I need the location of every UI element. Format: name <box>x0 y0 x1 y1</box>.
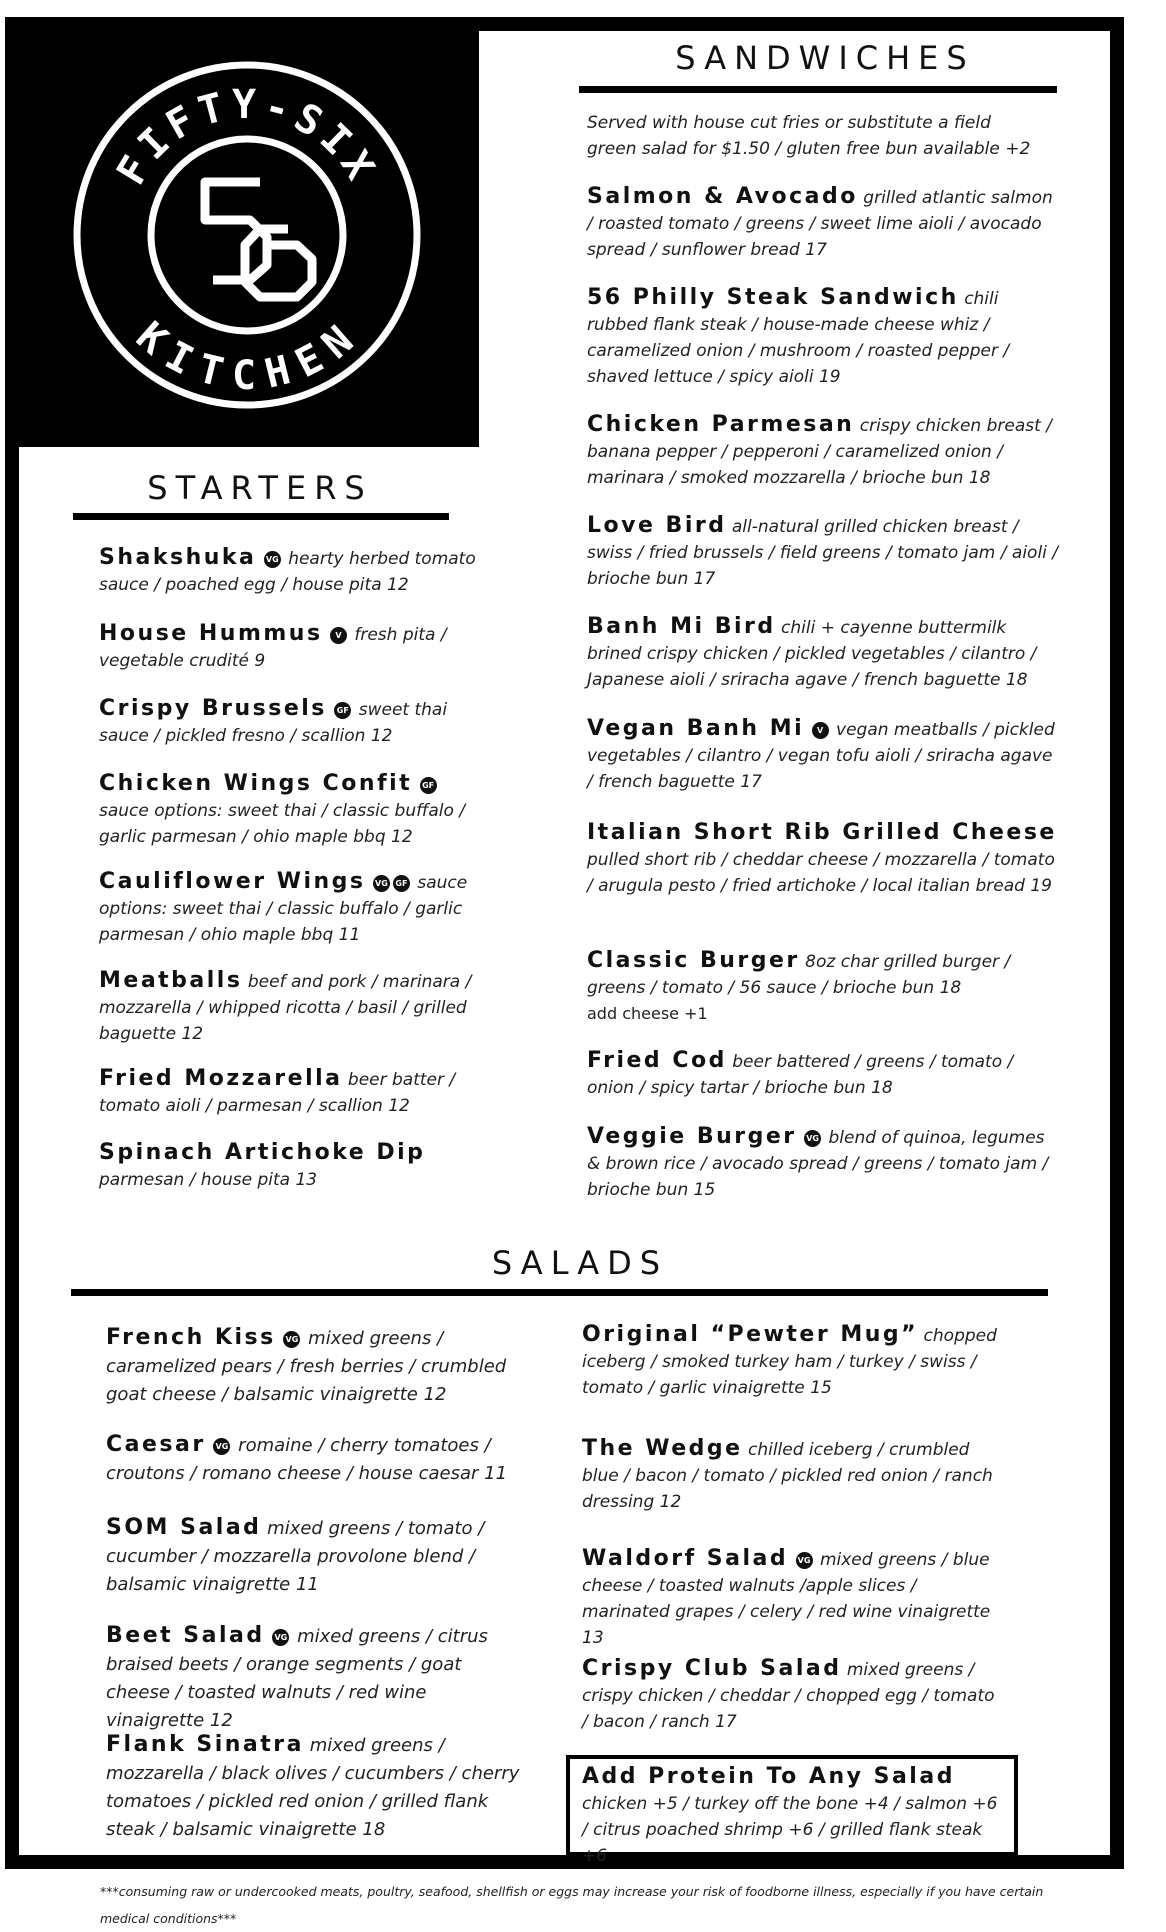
vegetarian-badge-icon: VG <box>804 1130 821 1147</box>
starter-item: Meatballs beef and pork / marinara / mozzarella / whipped ricotta / basil / grilled baguette 12 <box>99 968 472 1044</box>
gluten-free-badge-icon: GF <box>420 777 437 794</box>
sandwich-item: Chicken Parmesan crispy chicken breast / banana pepper / pepperoni / caramelized onion / marinara / smoked mozzarella / brioche bun 18 <box>587 412 1052 488</box>
logo-top-text: FIFTY-SIX <box>108 82 386 193</box>
vegetarian-badge-icon: VG <box>264 551 281 568</box>
vegetarian-badge-icon: VG <box>272 1629 289 1646</box>
sandwich-item: Banh Mi Bird chili + cayenne buttermilk brined crispy chicken / pickled vegetables / cilantro / Japanese aioli / sriracha agave / french baguette 18 <box>587 614 1037 690</box>
salad-item: Caesar VG romaine / cherry tomatoes / croutons / romano cheese / house caesar 11 <box>106 1432 508 1484</box>
starter-item: Crispy Brussels GF sweet thai sauce / pickled fresno / scallion 12 <box>99 696 448 746</box>
vegetarian-badge-icon: VG <box>283 1331 300 1348</box>
vegan-badge-icon: V <box>330 627 347 644</box>
salad-item: The Wedge chilled iceberg / crumbled blue / bacon / tomato / pickled red onion / ranch dressing 12 <box>582 1436 993 1512</box>
salad-item: Beet Salad VG mixed greens / citrus braised beets / orange segments / goat cheese / toasted walnuts / red wine vinaigrette 12 <box>106 1623 488 1731</box>
starter-item: Cauliflower Wings VG GF sauce options: sweet thai / classic buffalo / garlic parmesan / ohio maple bbq 11 <box>99 869 468 945</box>
salad-item: Flank Sinatra mixed greens / mozzarella / black olives / cucumbers / cherry tomatoes / pickled red onion / grilled flank steak / balsamic vinaigrette 18 <box>106 1732 520 1840</box>
starters-rule <box>73 513 449 520</box>
sandwich-item: Vegan Banh Mi V vegan meatballs / pickled vegetables / cilantro / vegan tofu aioli / sriracha agave / french baguette 17 <box>587 716 1055 792</box>
starters-heading: STARTERS <box>147 469 373 507</box>
vegetarian-badge-icon: VG <box>796 1552 813 1569</box>
sandwich-item: Fried Cod beer battered / greens / tomato / onion / spicy tartar / brioche bun 18 <box>587 1048 1014 1098</box>
salad-item: French Kiss VG mixed greens / caramelized pears / fresh berries / crumbled goat cheese / balsamic vinaigrette 12 <box>106 1325 507 1405</box>
kitchen-logo <box>5 17 479 447</box>
salad-item: SOM Salad mixed greens / tomato / cucumber / mozzarella provolone blend / balsamic vinaigrette 11 <box>106 1515 485 1595</box>
starter-item: Shakshuka VG hearty herbed tomato sauce / poached egg / house pita 12 <box>99 545 476 595</box>
sandwich-item: Italian Short Rib Grilled Cheese pulled short rib / cheddar cheese / mozzarella / tomato / arugula pesto / fried artichoke / local italian bread 19 <box>587 820 1057 896</box>
sandwich-item: Salmon & Avocado grilled atlantic salmon / roasted tomato / greens / sweet lime aioli / avocado spread / sunflower bread 17 <box>587 184 1053 260</box>
starter-item: House Hummus V fresh pita / vegetable crudité 9 <box>99 621 447 671</box>
sandwich-item: Veggie Burger VG blend of quinoa, legumes & brown rice / avocado spread / greens / tomato jam / brioche bun 15 <box>587 1124 1049 1200</box>
salad-item: Original “Pewter Mug” chopped iceberg / smoked turkey ham / turkey / swiss / tomato / garlic vinaigrette 15 <box>582 1322 997 1398</box>
food-safety-disclaimer: ***consuming raw or undercooked meats, poultry, seafood, shellfish or eggs may increase your risk of foodborne illness, especially if you have certain medical conditions*** <box>100 1884 1044 1926</box>
logo-bottom-text: KITCHEN <box>127 313 367 399</box>
logo-56-mark <box>205 182 312 297</box>
salads-heading: SALADS <box>491 1244 669 1282</box>
vegetarian-badge-icon: VG <box>213 1438 230 1455</box>
salads-rule <box>71 1289 1048 1296</box>
sandwiches-rule <box>579 86 1057 93</box>
salad-item: Crispy Club Salad mixed greens / crispy chicken / cheddar / chopped egg / tomato / bacon / ranch 17 <box>582 1656 995 1732</box>
starter-item: Fried Mozzarella beer batter / tomato aioli / parmesan / scallion 12 <box>99 1066 456 1116</box>
gluten-free-badge-icon: GF <box>393 875 410 892</box>
vegan-badge-icon: V <box>812 722 829 739</box>
sandwich-item: Love Bird all-natural grilled chicken breast / swiss / fried brussels / field greens / tomato jam / aioli / brioche bun 17 <box>587 513 1059 589</box>
vegetarian-badge-icon: VG <box>373 875 390 892</box>
sandwiches-heading: SANDWICHES <box>675 39 975 77</box>
add-protein-item: Add Protein To Any Salad chicken +5 / turkey off the bone +4 / salmon +6 / citrus poached shrimp +6 / grilled flank steak +6 <box>582 1764 998 1866</box>
gluten-free-badge-icon: GF <box>334 702 351 719</box>
sandwiches-intro: Served with house cut fries or substitute a field green salad for $1.50 / gluten free bun available +2 <box>587 113 1031 159</box>
logo-panel <box>5 17 479 447</box>
starter-item: Spinach Artichoke Dip parmesan / house pita 13 <box>99 1140 426 1190</box>
salad-item: Waldorf Salad VG mixed greens / blue cheese / toasted walnuts /apple slices / marinated grapes / celery / red wine vinaigrette 13 <box>582 1546 991 1648</box>
sandwich-item: 56 Philly Steak Sandwich chili rubbed flank steak / house-made cheese whiz / caramelized onion / mushroom / roasted pepper / shaved lettuce / spicy aioli 19 <box>587 285 1010 387</box>
sandwich-item: Classic Burger 8oz char grilled burger / greens / tomato / 56 sauce / brioche bun 18 add cheese +1 <box>587 948 1011 1023</box>
starter-item: Chicken Wings Confit GF sauce options: sweet thai / classic buffalo / garlic parmesan / ohio maple bbq 12 <box>99 771 466 847</box>
